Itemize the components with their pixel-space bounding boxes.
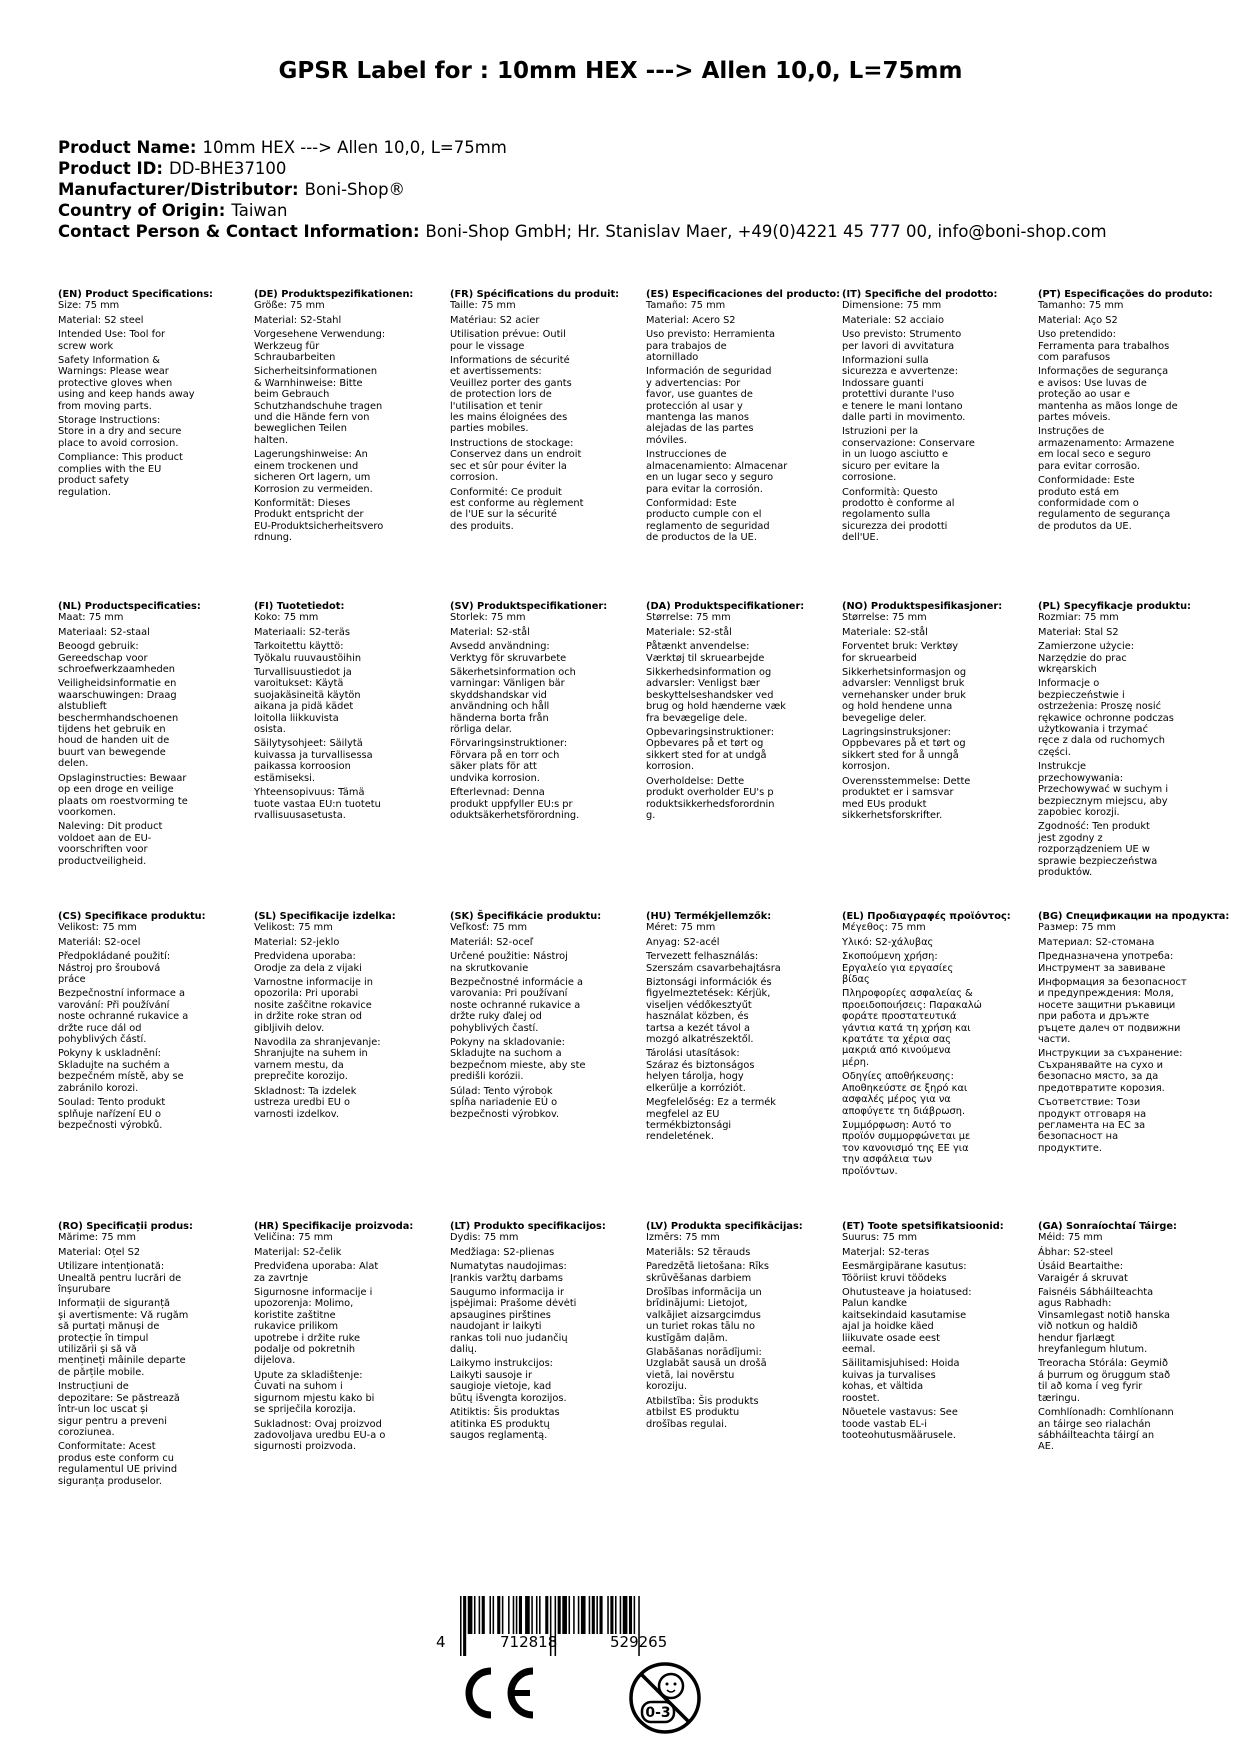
spec-paragraph: Säkerhetsinformation och varningar: Vänligen bär skyddshandskar vid användning och håll händerna borta från rörliga delar. — [450, 667, 576, 736]
ce-mark-icon — [453, 1663, 539, 1723]
barcode-bar — [519, 1596, 522, 1634]
barcode-bar — [578, 1596, 580, 1634]
spec-paragraph: Méret: 75 mm — [646, 922, 716, 934]
spec-paragraph: Tárolási utasítások: Száraz és biztonságos helyen tárolja, hogy elkerülje a korróziót. — [646, 1048, 755, 1094]
spec-paragraph: Съответствие: Този продукт отговаря на регламента на ЕС за безопасност на продуктите. — [1038, 1097, 1147, 1154]
spec-paragraph: Materiāls: S2 tērauds — [646, 1246, 751, 1258]
barcode-bar — [497, 1596, 500, 1634]
spec-heading: (GA) Sonraíochtaí Táirge: — [1038, 1221, 1177, 1232]
barcode-bar — [474, 1596, 476, 1634]
spec-paragraph: Sigurnosne informacije i upozorenja: Molimo, koristite zaštitne rukavice prilikom upotrebe i držite ruke podalje od pokretnih dijelova. — [254, 1287, 373, 1367]
age-label: 0-3 — [645, 1705, 671, 1721]
info-value: Boni-Shop® — [304, 180, 406, 199]
spec-paragraph: Medžiaga: S2-plienas — [450, 1246, 555, 1258]
spec-paragraph: Atbilstība: Šis produkts atbilst ES produktu drošības regulai. — [646, 1395, 759, 1430]
product-info — [58, 137, 1107, 242]
manufacturer-row — [58, 179, 1107, 200]
spec-paragraph: Faisnéis Sábháilteachta agus Rabhadh: Vinsamlegast notið hanska við notkun og haldið hendur fjarlægt hreyfanlegum hlutum. — [1038, 1287, 1171, 1356]
spec-paragraph: Μέγεθος: 75 mm — [842, 922, 926, 934]
spec-block — [842, 1221, 1040, 1444]
spec-paragraph: Efterlevnad: Denna produkt uppfyller EU:s pr oduktsäkerhetsförordning. — [450, 787, 580, 821]
info-label: Contact Person & Contact Information: — [58, 222, 420, 241]
spec-paragraph: Zgodność: Ten produkt jest zgodny z rozporządzeniem UE w sprawie bezpieczeństwa produktów. — [1038, 821, 1158, 878]
spec-paragraph: Bezpečnostní informace a varování: Při používání noste ochranné rukavice a držte ruce dál od pohyblivých částí. — [58, 988, 189, 1046]
spec-paragraph: Intended Use: Tool for screw work — [58, 329, 166, 352]
spec-paragraph: Biztonsági információk és figyelmeztetések: Kérjük, viseljen védőkesztyűt használat közben, és tartsa a kezét távol a mozgó alkatrészektől. — [646, 977, 772, 1046]
barcode-bar — [589, 1596, 591, 1634]
spec-paragraph: Varnostne informacije in opozorila: Pri uporabi nosite zaščitne rokavice in držite roke stran od gibljivih delov. — [254, 977, 373, 1034]
spec-paragraph: Safety Information & Warnings: Please wear protective gloves when using and keep hands away from moving parts. — [58, 355, 195, 412]
barcode-bar — [460, 1596, 462, 1656]
spec-paragraph: Storlek: 75 mm — [450, 612, 526, 624]
spec-paragraph: Izmērs: 75 mm — [646, 1232, 720, 1244]
spec-paragraph: Dimensione: 75 mm — [842, 300, 942, 312]
spec-heading: (ES) Especificaciones del producto: — [646, 289, 841, 300]
spec-paragraph: Ábhar: S2-steel — [1038, 1246, 1114, 1258]
spec-paragraph: Informações de segurança e avisos: Use luvas de proteção ao usar e mantenha as mãos longe de partes móveis. — [1038, 366, 1178, 424]
spec-paragraph: Vorgesehene Verwendung: Werkzeug für Schraubarbeiten — [254, 329, 386, 364]
spec-paragraph: Predviđena uporaba: Alat za zavrtnje — [254, 1261, 379, 1284]
barcode-bar — [531, 1596, 533, 1634]
spec-paragraph: Förvaringsinstruktioner: Förvara på en torr och säker plats för att undvika korrosion. — [450, 738, 568, 784]
spec-paragraph: Drošības informācija un brīdinājumi: Lietojot, valkājiet aizsargcimdus un turiet rokas tālu no kustīgām daļām. — [646, 1287, 762, 1344]
spec-paragraph: Overensstemmelse: Dette produktet er i samsvar med EUs produkt sikkerhetsforskrifter. — [842, 775, 971, 821]
spec-paragraph: Numatytas naudojimas: Įrankis varžtų darbams — [450, 1261, 567, 1284]
spec-heading: (NL) Productspecificaties: — [58, 601, 201, 612]
barcode-bar — [615, 1596, 617, 1634]
spec-paragraph: Størrelse: 75 mm — [646, 612, 731, 624]
spec-block — [450, 1221, 648, 1444]
barcode-bar — [569, 1596, 571, 1634]
contact-row — [58, 221, 1107, 242]
spec-paragraph: Sukladnost: Ovaj proizvod zadovoljava uredbu EU-a o sigurnosti proizvoda. — [254, 1418, 386, 1453]
spec-paragraph: Informații de siguranță și avertismente: Vă rugăm să purtați mănuși de protecție în timpul utilizării și să vă mențineți mâinile departe de părțile mobile. — [58, 1298, 189, 1378]
spec-paragraph: Uso previsto: Strumento per lavori di avvitatura — [842, 329, 962, 352]
spec-paragraph: Maat: 75 mm — [58, 612, 124, 624]
spec-block — [646, 289, 844, 547]
spec-block — [254, 289, 452, 547]
barcode-bar — [502, 1596, 504, 1634]
spec-paragraph: Utilizare intenționată: Unealtă pentru lucrări de înșurubare — [58, 1261, 182, 1296]
barcode-bar — [493, 1596, 495, 1634]
spec-paragraph: Conformidad: Este producto cumple con el reglamento de seguridad de productos de la UE. — [646, 497, 770, 544]
spec-block — [58, 601, 256, 870]
info-value: Taiwan — [231, 201, 288, 220]
spec-paragraph: Saugumo informacija ir įspėjimai: Prašome dėvėti apsaugines pirštines naudojant ir laikyti rankas toli nuo judančių dalių. — [450, 1287, 577, 1356]
barcode-bar — [600, 1596, 603, 1634]
barcode-digits-right: 529265 — [610, 1633, 668, 1651]
spec-block — [1038, 601, 1236, 881]
spec-heading: (SK) Špecifikácie produktu: — [450, 911, 602, 922]
barcode-bar — [513, 1596, 515, 1634]
spec-paragraph: Информация за безопасност и предупреждения: Моля, носете защитни ръкавици при работа и дръжте ръцете далеч от подвижни части. — [1038, 977, 1187, 1046]
spec-paragraph: Material: S2-jeklo — [254, 936, 340, 948]
spec-paragraph: Súlad: Tento výrobok spĺňa nariadenie EÚ o bezpečnosti výrobkov. — [450, 1085, 560, 1120]
spec-paragraph: Größe: 75 mm — [254, 300, 325, 312]
spec-paragraph: Megfelelőség: Ez a termék megfelel az EU termékbiztonsági rendeletének. — [646, 1097, 776, 1143]
spec-paragraph: Naleving: Dit product voldoet aan de EU- voorschriften voor productveiligheid. — [58, 821, 163, 867]
spec-paragraph: Paredzētā lietošana: Rīks skrūvēšanas darbiem — [646, 1261, 770, 1284]
spec-heading: (BG) Спецификации на продукта: — [1038, 911, 1230, 922]
page-title: GPSR Label for : 10mm HEX ---> Allen 10,0, L=75mm — [278, 58, 963, 84]
spec-heading: (PT) Especificações do produto: — [1038, 289, 1213, 300]
spec-paragraph: Koko: 75 mm — [254, 612, 319, 624]
spec-heading: (DA) Produktspecifikationer: — [646, 601, 805, 612]
spec-block — [450, 289, 648, 535]
barcode-bar — [545, 1596, 548, 1634]
spec-paragraph: Ohutusteave ja hoiatused: Palun kandke kaitsekindaid kasutamise ajal ja hoidke käed liikuvate osade eest eemal. — [842, 1287, 972, 1356]
info-value: Boni-Shop GmbH; Hr. Stanislav Maer, +49(0)4221 45 777 00, info@boni-shop.com — [425, 222, 1107, 241]
spec-paragraph: Säilytysohjeet: Säilytä kuivassa ja turvallisessa paikassa korroosion estämiseksi. — [254, 738, 373, 784]
spec-paragraph: Materiaal: S2-staal — [58, 626, 150, 638]
spec-paragraph: Påtænkt anvendelse: Værktøj til skruearbejde — [646, 641, 765, 664]
spec-heading: (HR) Specifikacije proizvoda: — [254, 1221, 414, 1232]
spec-paragraph: Conformité: Ce produit est conforme au règlement de l'UE sur la sécurité des produits. — [450, 486, 584, 532]
spec-paragraph: Πληροφορίες ασφαλείας & προειδοποιήσεις: Παρακαλώ φοράτε προστατευτικά γάντια κατά τη χρήση και κρατάτε τα χέρια σας μακριά από κινούμενα μέρη. — [842, 988, 982, 1068]
spec-paragraph: Säilitamisjuhised: Hoida kuivas ja turvalises kohas, et vältida roostet. — [842, 1358, 960, 1404]
spec-heading: (RO) Specificații produs: — [58, 1221, 193, 1232]
barcode-bar — [525, 1596, 530, 1634]
barcode-bar — [468, 1596, 473, 1634]
spec-block — [58, 911, 256, 1134]
spec-block — [842, 601, 1040, 824]
spec-paragraph: Conformità: Questo prodotto è conforme al regolamento sulla sicurezza dei prodotti dell'UE. — [842, 486, 955, 544]
spec-paragraph: Konformität: Dieses Produkt entspricht der EU-Produktsicherheitsvero rdnung. — [254, 497, 384, 544]
spec-paragraph: Opbevaringsinstruktioner: Opbevares på et tørt og sikkert sted for at undgå korrosion. — [646, 727, 774, 773]
barcode-bar — [623, 1596, 628, 1634]
spec-paragraph: Materjal: S2-teras — [842, 1246, 930, 1258]
age-warning-icon — [627, 1660, 703, 1736]
spec-block — [1038, 911, 1236, 1157]
spec-paragraph: Mărime: 75 mm — [58, 1232, 136, 1244]
spec-paragraph: Σκοπούμενη χρήση: Εργαλείο για εργασίες βίδας — [842, 951, 954, 986]
info-label: Product Name: — [58, 138, 197, 157]
spec-paragraph: Zamierzone użycie: Narzędzie do prac wkręarskich — [1038, 641, 1135, 676]
spec-paragraph: Eesmärgipärane kasutus: Tööriist kruvi töödeks — [842, 1261, 967, 1284]
spec-paragraph: Upute za skladištenje: Čuvati na suhom i sigurnom mjestu kako bi se spriječila korozija. — [254, 1369, 375, 1416]
barcode-bar — [634, 1596, 636, 1634]
spec-paragraph: Materiál: S2-oceľ — [450, 936, 534, 948]
spec-paragraph: Tervezett felhasználás: Szerszám csavarbehajtásra — [646, 951, 781, 974]
spec-paragraph: Material: S2-stål — [450, 626, 530, 638]
spec-paragraph: Información de seguridad y advertencias: Por favor, use guantes de protección al usar y mantenga las manos alejadas de las partes móviles. — [646, 366, 772, 446]
barcode-digit-lead: 4 — [436, 1633, 446, 1651]
spec-paragraph: Overholdelse: Dette produkt overholder EU's p roduktsikkerhedsforordnin g. — [646, 775, 775, 821]
spec-paragraph: Pokyny na skladovanie: Skladujte na suchom a bezpečnom mieste, aby ste predišli korózii. — [450, 1037, 586, 1083]
barcode-digits-left: 712818 — [500, 1633, 558, 1651]
spec-paragraph: Tamaño: 75 mm — [646, 300, 726, 312]
info-label: Product ID: — [58, 159, 163, 178]
barcode-bar — [516, 1596, 518, 1634]
info-value: 10mm HEX ---> Allen 10,0, L=75mm — [202, 138, 507, 157]
barcode-bar — [592, 1596, 595, 1634]
spec-paragraph: Pokyny k uskladnění: Skladujte na suchém a bezpečném místě, aby se zabránilo korozi. — [58, 1048, 184, 1094]
barcode-bar — [489, 1596, 491, 1634]
barcode-bar — [482, 1596, 485, 1634]
spec-paragraph: Materiale: S2-stål — [842, 626, 928, 638]
spec-heading: (FR) Spécifications du produit: — [450, 289, 620, 300]
spec-heading: (NO) Produktspesifikasjoner: — [842, 601, 1003, 612]
spec-paragraph: Materijal: S2-čelik — [254, 1246, 342, 1258]
barcode-bar — [463, 1596, 466, 1656]
spec-heading: (SL) Specifikacije izdelka: — [254, 911, 396, 922]
spec-paragraph: Istruzioni per la conservazione: Conservare in un luogo asciutto e sicuro per evitare la corrosione. — [842, 426, 975, 484]
spec-paragraph: Taille: 75 mm — [450, 300, 516, 312]
spec-paragraph: Bezpečnostné informácie a varovania: Pri používaní noste ochranné rukavice a držte ruky ďalej od pohyblivých častí. — [450, 977, 584, 1034]
country-row — [58, 200, 1107, 221]
spec-paragraph: Предназначена употреба: Инструмент за завиване — [1038, 951, 1174, 974]
barcode-bar — [539, 1596, 541, 1634]
product-id-row — [58, 158, 1107, 179]
spec-block — [58, 1221, 256, 1490]
barcode — [440, 1596, 710, 1656]
spec-block — [254, 911, 452, 1123]
spec-block — [58, 289, 256, 501]
spec-paragraph: Navodila za shranjevanje: Shranjujte na suhem in varnem mestu, da preprečite korozijo. — [254, 1037, 381, 1083]
spec-paragraph: Opslaginstructies: Bewaar op een droge en veilige plaats om roestvorming te voorkomen. — [58, 772, 188, 818]
barcode-bar — [607, 1596, 609, 1634]
spec-heading: (SV) Produktspecifikationer: — [450, 601, 608, 612]
spec-paragraph: Materiał: Stal S2 — [1038, 626, 1119, 638]
spec-paragraph: Συμμόρφωση: Αυτό το προϊόν συμμορφώνεται με τον κανονισμό της ΕΕ για την ασφάλεια των προϊόντων. — [842, 1119, 971, 1177]
spec-paragraph: Glabāšanas norādījumi: Uzglabāt sausā un drošā vietā, lai novērstu koroziju. — [646, 1347, 767, 1393]
spec-paragraph: Rozmiar: 75 mm — [1038, 612, 1119, 624]
spec-block — [842, 911, 1040, 1180]
spec-paragraph: Utilisation prévue: Outil pour le vissage — [450, 329, 566, 352]
spec-paragraph: Treoracha Stórála: Geymið á þurrum og öruggum stað til að koma í veg fyrir tæringu. — [1038, 1358, 1171, 1404]
spec-paragraph: Uso pretendido: Ferramenta para trabalhos com parafusos — [1038, 329, 1170, 364]
info-value: DD-BHE37100 — [168, 159, 287, 178]
spec-paragraph: Určené použitie: Nástroj na skrutkovanie — [450, 951, 568, 974]
spec-paragraph: Uso previsto: Herramienta para trabajos de atornillado — [646, 329, 775, 364]
spec-heading: (LT) Produkto specifikacijos: — [450, 1221, 606, 1232]
spec-paragraph: Informations de sécurité et avertissements: Veuillez porter des gants de protection lors de l'utilisation et tenir les mains éloignées des parties mobiles. — [450, 355, 572, 435]
spec-paragraph: Størrelse: 75 mm — [842, 612, 927, 624]
spec-paragraph: Veličina: 75 mm — [254, 1232, 333, 1244]
spec-paragraph: Forventet bruk: Verktøy for skruearbeid — [842, 641, 959, 664]
spec-paragraph: Materiale: S2 acciaio — [842, 314, 945, 326]
spec-block — [646, 601, 844, 824]
spec-paragraph: Sikkerhetsinformasjon og advarsler: Vennligst bruk vernehansker under bruk og hold hendene unna bevegelige deler. — [842, 667, 967, 724]
spec-paragraph: Beoogd gebruik: Gereedschap voor schroefwerkzaamheden — [58, 641, 175, 676]
spec-paragraph: Úsáid Beartaithe: Varaigér á skruvat — [1038, 1261, 1128, 1284]
spec-heading: (DE) Produktspezifikationen: — [254, 289, 414, 300]
spec-paragraph: Skladnost: Ta izdelek ustreza uredbi EU o varnosti izdelkov. — [254, 1085, 357, 1120]
spec-heading: (FI) Tuotetiedot: — [254, 601, 345, 612]
spec-paragraph: Dydis: 75 mm — [450, 1232, 519, 1244]
spec-heading: (EL) Προδιαγραφές προϊόντος: — [842, 911, 1011, 922]
spec-paragraph: Compliance: This product complies with the EU product safety regulation. — [58, 452, 183, 498]
spec-paragraph: Conformidade: Este produto está em conformidade com o regulamento de segurança de produtos da UE. — [1038, 475, 1171, 532]
barcode-bar — [479, 1596, 481, 1634]
spec-paragraph: Размер: 75 mm — [1038, 922, 1116, 934]
barcode-bar — [562, 1596, 567, 1634]
spec-block — [646, 1221, 844, 1433]
spec-paragraph: Material: Oțel S2 — [58, 1246, 141, 1258]
spec-paragraph: Suurus: 75 mm — [842, 1232, 918, 1244]
spec-heading: (HU) Termékjellemzők: — [646, 911, 772, 922]
spec-paragraph: Avsedd användning: Verktyg för skruvarbete — [450, 641, 567, 664]
barcode-bar — [610, 1596, 613, 1634]
spec-paragraph: Lagringsinstruksjoner: Oppbevares på et tørt og sikkert sted for å unngå korrosjon. — [842, 727, 966, 773]
info-label: Country of Origin: — [58, 201, 226, 220]
spec-heading: (IT) Specifiche del prodotto: — [842, 289, 998, 300]
spec-paragraph: Instrucciones de almacenamiento: Almacenar en un lugar seco y seguro para evitar la corrosión. — [646, 449, 788, 495]
spec-paragraph: Material: Aço S2 — [1038, 314, 1118, 326]
spec-block — [450, 601, 648, 824]
spec-heading: (PL) Specyfikacje produktu: — [1038, 601, 1191, 612]
spec-paragraph: Matériau: S2 acier — [450, 314, 540, 326]
spec-paragraph: Sicherheitsinformationen & Warnhinweise: Bitte beim Gebrauch Schutzhandschuhe tragen und die Hände fern von beweglichen Teilen halten. — [254, 366, 383, 446]
spec-paragraph: Soulad: Tento produkt splňuje nařízení EU o bezpečnosti výrobků. — [58, 1097, 166, 1131]
spec-paragraph: Informacje o bezpieczeństwie i ostrzeżenia: Proszę nosić rękawice ochronne podczas użytkowania i trzymać ręce z dala od ruchomych części. — [1038, 678, 1174, 758]
spec-paragraph: Veiligheidsinformatie en waarschuwingen: Draag alstublieft beschermhandschoenen tijdens het gebruik en houd de handen uit de buurt van bewegende delen. — [58, 678, 179, 770]
spec-paragraph: Veľkosť: 75 mm — [450, 922, 527, 934]
spec-paragraph: Material: S2 steel — [58, 314, 144, 326]
spec-paragraph: Instruções de armazenamento: Armazene em local seco e seguro para evitar corrosão. — [1038, 426, 1175, 472]
spec-paragraph: Laikymo instrukcijos: Laikyti sausoje ir saugioje vietoje, kad būtų išvengta korozijos. — [450, 1358, 567, 1404]
spec-paragraph: Méid: 75 mm — [1038, 1232, 1103, 1244]
spec-paragraph: Conformitate: Acest produs este conform cu regulamentul UE privind siguranța produselor. — [58, 1441, 178, 1487]
spec-paragraph: Anyag: S2-acél — [646, 936, 720, 948]
spec-heading: (CS) Specifikace produktu: — [58, 911, 206, 922]
spec-paragraph: Turvallisuustiedot ja varoitukset: Käytä suojakäsineitä käytön aikana ja pidä kädet loitolla liikkuvista osista. — [254, 667, 361, 736]
spec-paragraph: Tamanho: 75 mm — [1038, 300, 1124, 312]
spec-paragraph: Storage Instructions: Store in a dry and secure place to avoid corrosion. — [58, 415, 182, 449]
spec-paragraph: Comhlíonadh: Comhlíonann an táirge seo rialachán sábháilteachta táirgí an AE. — [1038, 1407, 1174, 1453]
spec-paragraph: Informazioni sulla sicurezza e avvertenze: Indossare guanti protettivi durante l'uso e tenere le mani lontano dalle parti in movimento. — [842, 355, 966, 424]
spec-paragraph: Atitiktis: Šis produktas atitinka ES produktų saugos reglamentą. — [450, 1407, 560, 1441]
spec-heading: (ET) Toote spetsifikatsioonid: — [842, 1221, 1004, 1232]
spec-paragraph: Predvidena uporaba: Orodje za dela z vijaki — [254, 951, 362, 974]
spec-block — [1038, 289, 1236, 535]
info-label: Manufacturer/Distributor: — [58, 180, 299, 199]
barcode-bar — [596, 1596, 598, 1634]
spec-block — [646, 911, 844, 1146]
spec-paragraph: Material: S2-Stahl — [254, 314, 342, 326]
spec-block — [450, 911, 648, 1123]
product-name-row — [58, 137, 1107, 158]
spec-paragraph: Lagerungshinweise: An einem trockenen und sicheren Ort lagern, um Korrosion zu vermeiden. — [254, 449, 373, 495]
spec-paragraph: Předpokládané použití: Nástroj pro šroubová práce — [58, 951, 171, 986]
spec-heading: (LV) Produkta specifikācijas: — [646, 1221, 803, 1232]
spec-paragraph: Instructions de stockage: Conservez dans un endroit sec et sûr pour éviter la corrosion. — [450, 437, 582, 484]
spec-paragraph: Sikkerhedsinformation og advarsler: Venligst bær beskyttelseshandsker ved brug og hold hænderne væk fra bevægelige dele. — [646, 667, 786, 724]
barcode-bar — [508, 1596, 510, 1634]
spec-block — [1038, 1221, 1236, 1456]
spec-paragraph: Size: 75 mm — [58, 300, 120, 312]
spec-paragraph: Velikost: 75 mm — [58, 922, 137, 934]
spec-paragraph: Οδηγίες αποθήκευσης: Αποθηκεύστε σε ξηρό και ασφαλές μέρος για να αποφύγετε τη διάβρωση. — [842, 1071, 968, 1117]
spec-paragraph: Instrukcje przechowywania: Przechowywać w suchym i bezpiecznym miejscu, aby zapobiec korozji. — [1038, 761, 1169, 818]
spec-paragraph: Materiaali: S2-teräs — [254, 626, 350, 638]
spec-paragraph: Nõuetele vastavus: See toode vastab EL-i tooteohutusmäärusele. — [842, 1407, 958, 1441]
spec-block — [254, 601, 452, 824]
barcode-bar — [558, 1596, 561, 1634]
spec-paragraph: Инструкции за съхранение: Съхранявайте на сухо и безопасно място, за да предотвратите корозия. — [1038, 1048, 1183, 1094]
barcode-bar — [536, 1596, 538, 1634]
spec-paragraph: Material: Acero S2 — [646, 314, 736, 326]
spec-block — [842, 289, 1040, 547]
spec-paragraph: Velikost: 75 mm — [254, 922, 333, 934]
barcode-bar — [629, 1596, 632, 1634]
spec-paragraph: Materiale: S2-stål — [646, 626, 732, 638]
barcode-bar — [573, 1596, 575, 1634]
spec-paragraph: Yhteensopivuus: Tämä tuote vastaa EU:n tuotetu rvallisuusasetusta. — [254, 787, 381, 821]
spec-block — [254, 1221, 452, 1456]
spec-paragraph: Tarkoitettu käyttö: Työkalu ruuvaustöihin — [254, 641, 362, 664]
spec-paragraph: Υλικό: S2-χάλυβας — [842, 936, 934, 948]
spec-paragraph: Материал: S2-стомана — [1038, 936, 1155, 948]
spec-paragraph: Instrucțiuni de depozitare: Se păstrează într-un loc uscat și sigur pentru a preveni coroziunea. — [58, 1381, 180, 1438]
barcode-bar — [620, 1596, 622, 1634]
spec-heading: (EN) Product Specifications: — [58, 289, 213, 300]
barcode-bar — [581, 1596, 586, 1634]
spec-paragraph: Materiál: S2-ocel — [58, 936, 141, 948]
barcode-bars — [440, 1596, 710, 1656]
